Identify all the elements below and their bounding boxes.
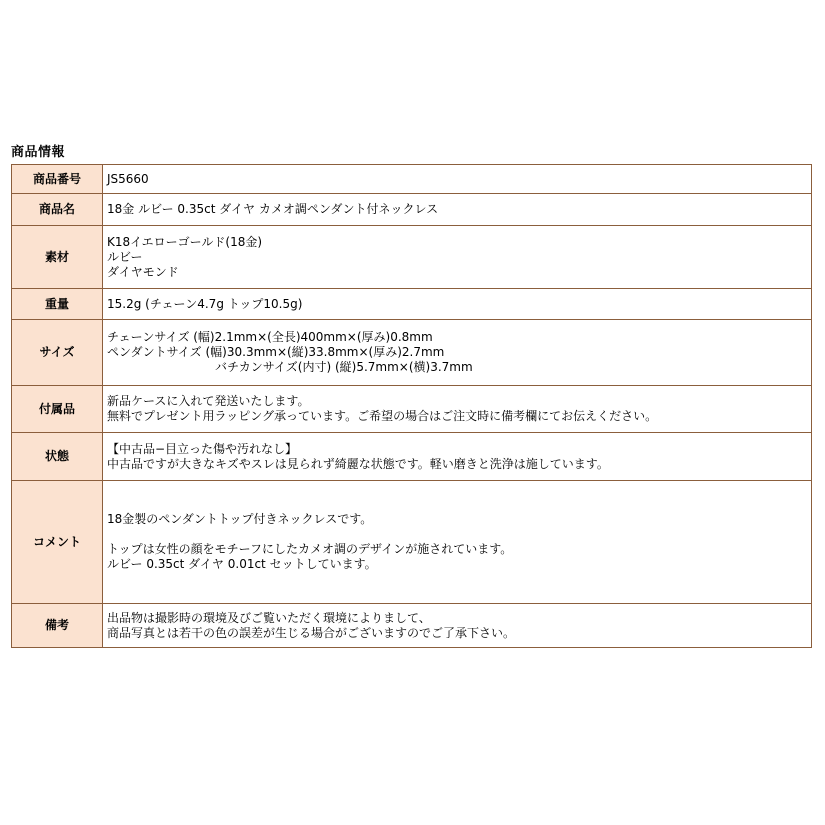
value-accessories: [103, 386, 812, 433]
row-accessories: [12, 386, 812, 433]
accessories-line: 無料でプレゼント用ラッピング承っています。ご希望の場合はご注文時に備考欄にてお伝えください。: [107, 409, 658, 423]
material-line: ダイヤモンド: [107, 264, 179, 279]
label-item-name: 商品名: [12, 194, 103, 226]
value-remarks: [103, 604, 812, 648]
size-line-bail: バチカンサイズ(内寸) (縦)5.7mm×(横)3.7mm: [215, 360, 473, 374]
row-remarks: [12, 604, 812, 648]
comment-line: トップは女性の顔をモチーフにしたカメオ調のデザインが施されています。: [107, 542, 513, 556]
label-accessories: 付属品: [12, 386, 103, 433]
value-size: [103, 320, 812, 386]
value-condition: [103, 433, 812, 481]
product-info-table: [11, 164, 812, 648]
item-name-text: 18金 ルビー 0.35ct ダイヤ カメオ調ペンダント付ネックレス: [107, 202, 439, 216]
size-line-pendant: ペンダントサイズ (幅)30.3mm×(縦)33.8mm×(厚み)2.7mm: [107, 345, 445, 359]
row-material: [12, 226, 812, 289]
label-comment: コメント: [12, 481, 103, 604]
value-comment: [103, 481, 812, 604]
value-material: [103, 226, 812, 289]
size-line-chain: チェーンサイズ (幅)2.1mm×(全長)400mm×(厚み)0.8mm: [107, 330, 433, 344]
label-remarks: 備考: [12, 604, 103, 648]
value-item-name: [103, 194, 812, 226]
condition-line: 【中古品−目立った傷や汚れなし】: [107, 441, 298, 456]
comment-spacer: [107, 527, 807, 542]
condition-line: 中古品ですが大きなキズやスレは見られず綺麗な状態です。軽い磨きと洗浄は施しています。: [107, 456, 609, 471]
weight-text: 15.2g (チェーン4.7g トップ10.5g): [107, 296, 303, 311]
item-number-text: JS5660: [107, 171, 149, 186]
row-weight: [12, 289, 812, 320]
value-item-number: [103, 165, 812, 194]
comment-line: 18金製のペンダントトップ付きネックレスです。: [107, 512, 373, 526]
label-condition: 状態: [12, 433, 103, 481]
row-item-name: [12, 194, 812, 226]
row-size: [12, 320, 812, 386]
label-size: サイズ: [12, 320, 103, 386]
label-weight: 重量: [12, 289, 103, 320]
row-item-number: [12, 165, 812, 194]
value-weight: [103, 289, 812, 320]
label-item-number: 商品番号: [12, 165, 103, 194]
label-material: 素材: [12, 226, 103, 289]
row-comment: [12, 481, 812, 604]
material-line: K18イエローゴールド(18金): [107, 234, 263, 249]
remarks-line: 出品物は撮影時の環境及びご覧いただく環境によりまして、: [107, 610, 431, 625]
remarks-line: 商品写真とは若干の色の誤差が生じる場合がございますのでご了承下さい。: [107, 625, 516, 640]
comment-line: ルビー 0.35ct ダイヤ 0.01ct セットしています。: [107, 557, 377, 571]
material-line: ルビー: [107, 249, 143, 264]
section-title: 商品情報: [11, 145, 66, 160]
row-condition: [12, 433, 812, 481]
accessories-line: 新品ケースに入れて発送いたします。: [107, 394, 310, 408]
